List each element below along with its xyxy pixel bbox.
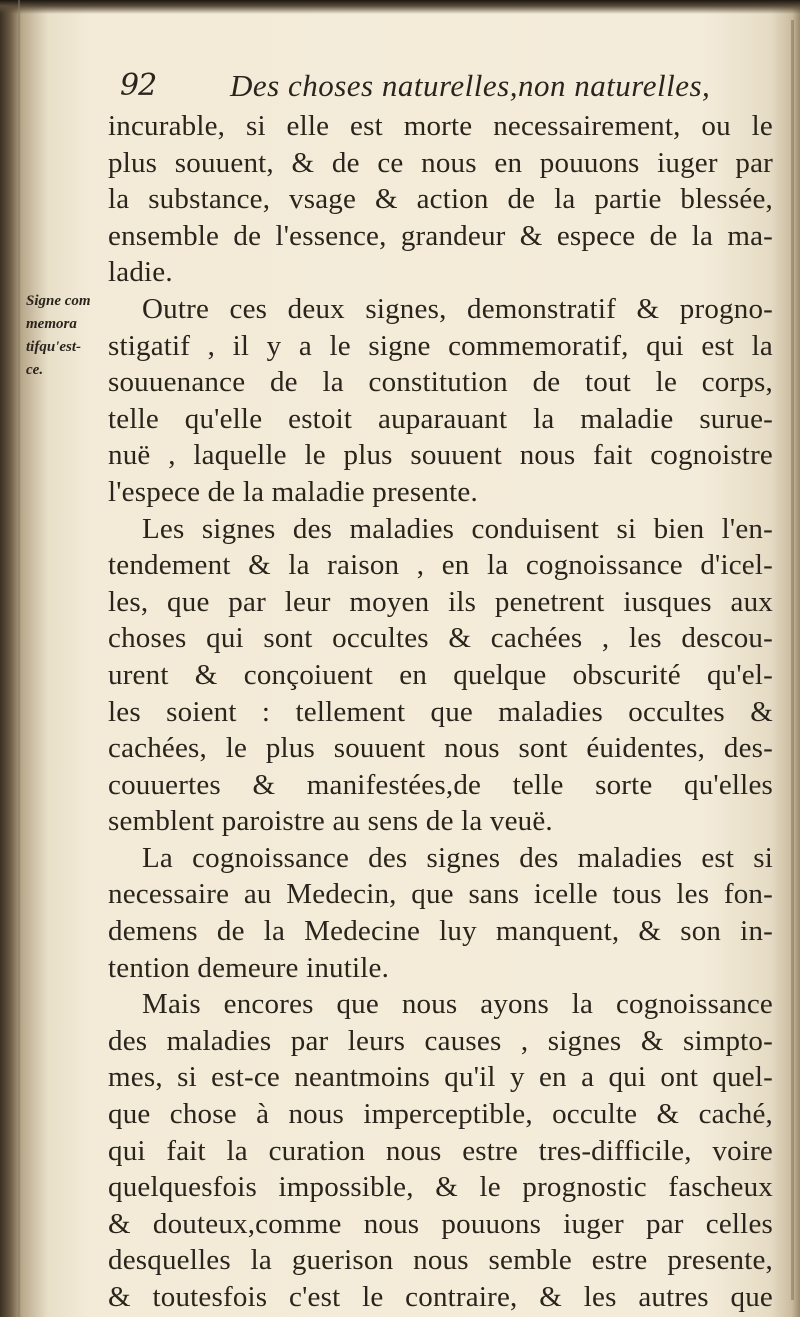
text-line: choses qui sont occultes & cachées , les descou- <box>108 622 773 655</box>
body-text <box>108 108 773 1316</box>
text-line: que chose à nous imperceptible, occulte & caché, <box>108 1098 773 1131</box>
text-line: ladie. <box>108 256 173 289</box>
text-line: ensemble de l'essence, grandeur & espece de la ma- <box>108 219 773 252</box>
text-line: incurable, si elle est morte necessairement, ou le <box>108 110 773 142</box>
text-line: plus souuent, & de ce nous en pouuons iuger par <box>108 146 773 179</box>
text-line: des maladies par leurs causes , signes & simpto- <box>108 1024 773 1057</box>
text-line: stigatif , il y a le signe commemoratif, qui est la <box>108 329 773 362</box>
page-right-edge <box>791 20 794 1300</box>
page-top-shadow <box>0 0 800 14</box>
text-line: & douteux,comme nous pouuons iuger par celles <box>108 1207 773 1240</box>
page-number: 92 <box>120 68 157 103</box>
margin-note-line: ce. <box>26 362 44 378</box>
text-line: cachées, le plus souuent nous sont éuidentes, des- <box>108 732 773 765</box>
text-line: Les signes des maladies conduisent si bien l'en- <box>142 512 773 545</box>
text-line: qui fait la curation nous estre tres-difficile, voire <box>108 1134 773 1167</box>
text-line: Mais encores que nous ayons la cognoissance <box>142 988 773 1021</box>
running-title: Des choses naturelles,non naturelles, <box>230 68 711 103</box>
margin-note-line: memora <box>26 316 77 332</box>
text-line: semblent paroistre au sens de la veuë. <box>108 805 553 838</box>
text-line: desquelles la guerison nous semble estre presente, <box>108 1244 773 1277</box>
text-line: l'espece de la maladie presente. <box>108 475 478 508</box>
text-line: tendement & la raison , en la cognoissance d'icel- <box>108 549 773 582</box>
text-line: la substance, vsage & action de la partie blessée, <box>108 183 773 216</box>
text-line: mes, si est-ce neantmoins qu'il y en a qui ont quel- <box>108 1061 773 1094</box>
text-line: & toutesfois c'est le contraire, & les autres que <box>108 1281 773 1313</box>
text-line: nuë , laquelle le plus souuent nous fait cognoistre <box>108 439 773 472</box>
text-line: couuertes & manifestées,de telle sorte qu'elles <box>108 768 773 801</box>
text-line: souuenance de la constitution de tout le corps, <box>108 366 773 399</box>
text-line: tention demeure inutile. <box>108 951 390 984</box>
page-header <box>120 66 780 112</box>
text-line: telle qu'elle estoit auparauant la maladie surue- <box>108 402 773 435</box>
margin-note-line: tifqu'est- <box>26 339 81 355</box>
text-line: Outre ces deux signes, demonstratif & progno- <box>142 292 773 325</box>
text-line: necessaire au Medecin, que sans icelle tous les fon- <box>108 878 773 911</box>
text-line: les soient : tellement que maladies occultes & <box>108 695 773 728</box>
margin-note-line: Signe com <box>26 293 91 309</box>
binding-edge <box>18 0 20 1317</box>
text-line: urent & conçoiuent en quelque obscurité qu'el- <box>108 658 773 691</box>
text-line: demens de la Medecine luy manquent, & son in- <box>108 915 773 948</box>
text-line: La cognoissance des signes des maladies est si <box>142 841 773 874</box>
text-line: quelquesfois impossible, & le prognostic fascheux <box>108 1171 773 1204</box>
text-line: les, que par leur moyen ils penetrent iusques aux <box>108 585 773 618</box>
